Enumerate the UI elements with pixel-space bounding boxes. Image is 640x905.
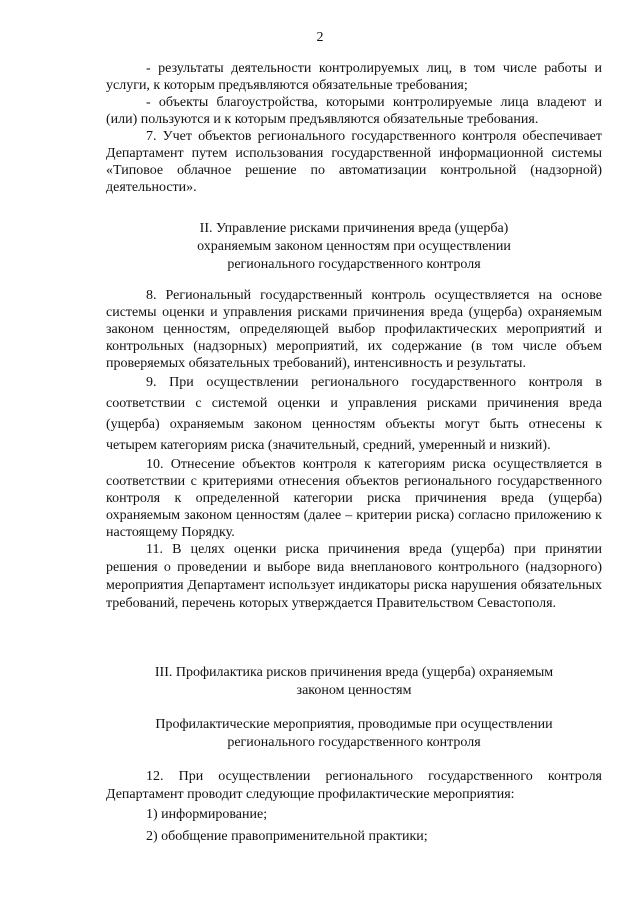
paragraph-landscaping: - объекты благоустройства, которыми контролируемые лица владеют и (или) пользуются и к которым предъявляются обязательные требования. xyxy=(106,95,602,127)
section-3-title-line: III. Профилактика рисков причинения вреда (ущерба) охраняемым xyxy=(154,665,554,680)
paragraph-8: 8. Региональный государственный контроль осуществляется на основе системы оценки и управления рисками причинения вреда (ущерба) охраняемым законом ценностям, определяющей выбор профилактических мероприятий и контрольных (надзорных) мероприятий, их содержание (в том числе объем проверяемых обязательных требований), интенсивность и результаты. xyxy=(106,288,602,371)
text-block-prevention xyxy=(106,768,602,848)
section-3-subtitle-line: Профилактические мероприятия, проводимые при осуществлении xyxy=(155,717,553,732)
section-2-title-line: регионального государственного контроля xyxy=(227,257,481,272)
section-3-subtitle-line: регионального государственного контроля xyxy=(227,735,481,750)
section-3-title-line: законом ценностям xyxy=(296,683,412,698)
list-item-informing: 1) информирование; xyxy=(146,807,268,822)
paragraph-9: 9. При осуществлении регионального государственного контроля в соответствии с системой оценки и управления рисками причинения вреда (ущерба) охраняемым законом ценностям объекты могут быть отнесены к четырем категориям риска (значительный, средний, умеренный и низкий). xyxy=(106,375,602,453)
section-2-heading xyxy=(106,220,602,274)
text-block-risk-management xyxy=(106,287,602,613)
section-3-subheading xyxy=(106,716,602,752)
text-block-objects xyxy=(106,60,602,196)
paragraph-10: 10. Отнесение объектов контроля к категориям риска осуществляется в соответствии с критериями отнесения объектов регионального государственного контроля к определенной категории риска причинения вреда (ущерба) охраняемым законом ценностям (далее – критерии риска) согласно приложению к настоящему Порядку. xyxy=(106,457,602,540)
paragraph-12: 12. При осуществлении регионального государственного контроля Департамент проводит следующие профилактические мероприятия: xyxy=(106,769,602,802)
section-2-title-line: охраняемым законом ценностям при осуществлении xyxy=(197,239,511,254)
paragraph-7: 7. Учет объектов регионального государственного контроля обеспечивает Департамент путем использования государственной информационной системы «Типовое облачное решение по автоматизации контрольной (надзорной) деятельности». xyxy=(106,129,602,195)
section-2-title-line: II. Управление рисками причинения вреда (ущерба) xyxy=(199,221,509,236)
paragraph-results: - результаты деятельности контролируемых лиц, в том числе работы и услуги, к которым предъявляются обязательные требования; xyxy=(106,61,602,93)
page-number: 2 xyxy=(316,30,324,45)
list-item-generalization: 2) обобщение правоприменительной практики; xyxy=(146,829,428,844)
section-3-heading xyxy=(106,664,602,700)
paragraph-11: 11. В целях оценки риска причинения вреда (ущерба) при принятии решения о проведении и выборе вида внепланового контрольного (надзорного) мероприятия Департамент использует индикаторы риска нарушения обязательных требований, перечень которых утверждается Правительством Севастополя. xyxy=(106,542,602,611)
